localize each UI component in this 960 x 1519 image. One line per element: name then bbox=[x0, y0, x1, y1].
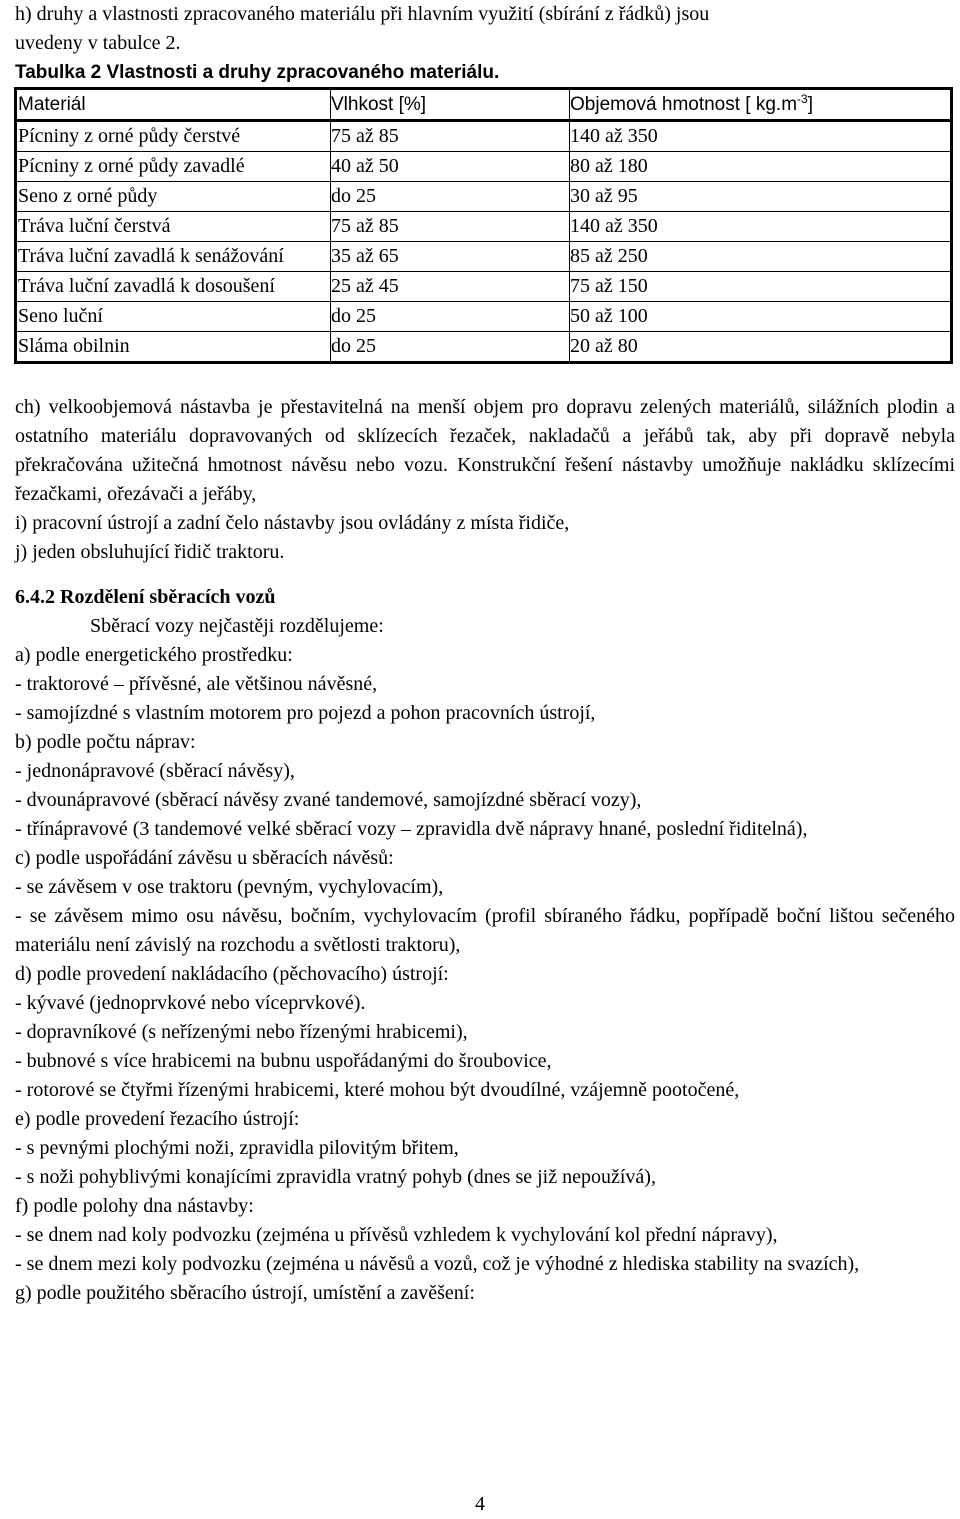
cell-moisture: 25 až 45 bbox=[331, 272, 570, 302]
table-row bbox=[16, 152, 952, 182]
list-item: f) podle polohy dna nástavby: bbox=[15, 1195, 254, 1217]
cell-bulk-density: 50 až 100 bbox=[570, 302, 952, 332]
list-item: - samojízdné s vlastním motorem pro pojezd a pohon pracovních ústrojí, bbox=[15, 702, 596, 724]
page-number: 4 bbox=[475, 1493, 485, 1515]
cell-material: Tráva luční zavadlá k senážování bbox=[16, 242, 331, 272]
list-item: - třínápravové (3 tandemové velké sběrací vozy – zpravidla dvě nápravy hnané, poslední řiditelná), bbox=[15, 818, 808, 840]
cell-moisture: do 25 bbox=[331, 302, 570, 332]
paragraph-j: j) jeden obsluhující řidič traktoru. bbox=[15, 541, 285, 563]
cell-material: Sláma obilnin bbox=[16, 332, 331, 363]
header-moisture: Vlhkost [%] bbox=[331, 89, 570, 121]
table-row bbox=[16, 272, 952, 302]
section-intro: Sběrací vozy nejčastěji rozdělujeme: bbox=[90, 615, 384, 637]
header-bulk-density-text: Objemová hmotnost [ kg.m bbox=[570, 94, 798, 115]
cell-material: Seno luční bbox=[16, 302, 331, 332]
table-caption: Tabulka 2 Vlastnosti a druhy zpracovaného materiálu. bbox=[15, 62, 500, 83]
paragraph-ch: ch) velkoobjemová nástavba je přestavitelná na menší objem pro dopravu zelených materiálů, silážních plodin a ostatního materiálu dopravovaných od sklízecích řezaček, nakladačů a jeřábů tak, aby při dopravě nebyla překračována užitečná hmotnost návěsu nebo vozu. Konstrukční řešení nástavby umožňuje nakládku sklízecími řezačkami, ořezávači a jeřáby, bbox=[15, 396, 955, 505]
cell-moisture: do 25 bbox=[331, 182, 570, 212]
header-bulk-density bbox=[570, 89, 952, 121]
table-header-row bbox=[16, 89, 952, 121]
cell-bulk-density: 30 až 95 bbox=[570, 182, 952, 212]
paragraph-i: i) pracovní ústrojí a zadní čelo nástavby jsou ovládány z místa řidiče, bbox=[15, 512, 570, 534]
classification-list bbox=[15, 641, 955, 1308]
section-heading: 6.4.2 Rozdělení sběracích vozů bbox=[15, 586, 276, 608]
list-item: - jednonápravové (sběrací návěsy), bbox=[15, 760, 295, 782]
cell-moisture: 40 až 50 bbox=[331, 152, 570, 182]
table-row bbox=[16, 121, 952, 152]
list-item: a) podle energetického prostředku: bbox=[15, 644, 293, 666]
list-item: g) podle použitého sběracího ústrojí, umístění a zavěšení: bbox=[15, 1282, 475, 1304]
cell-material: Tráva luční zavadlá k dosoušení bbox=[16, 272, 331, 302]
list-item: - traktorové – přívěsné, ale většinou návěsné, bbox=[15, 673, 378, 695]
cell-bulk-density: 85 až 250 bbox=[570, 242, 952, 272]
cell-bulk-density: 140 až 350 bbox=[570, 121, 952, 152]
cell-moisture: 35 až 65 bbox=[331, 242, 570, 272]
intro-line-1: h) druhy a vlastnosti zpracovaného materiálu při hlavním využití (sbírání z řádků) jsou bbox=[15, 3, 710, 25]
cell-material: Pícniny z orné půdy čerstvé bbox=[16, 121, 331, 152]
list-item: - dopravníkové (s neřízenými nebo řízenými hrabicemi), bbox=[15, 1021, 468, 1043]
list-item: - se závěsem mimo osu návěsu, bočním, vychylovacím (profil sbíraného řádku, popřípadě boční lištou sečeného materiálu není závislý na rozchodu a světlosti traktoru), bbox=[15, 905, 955, 956]
header-material: Materiál bbox=[16, 89, 331, 121]
cell-material: Pícniny z orné půdy zavadlé bbox=[16, 152, 331, 182]
properties-table bbox=[14, 87, 953, 364]
list-item: - se závěsem v ose traktoru (pevným, vychylovacím), bbox=[15, 876, 444, 898]
list-item: - kývavé (jednoprvkové nebo víceprvkové). bbox=[15, 992, 366, 1014]
table-row bbox=[16, 212, 952, 242]
cell-moisture: 75 až 85 bbox=[331, 212, 570, 242]
cell-moisture: 75 až 85 bbox=[331, 121, 570, 152]
header-bracket: ] bbox=[807, 94, 813, 115]
cell-bulk-density: 140 až 350 bbox=[570, 212, 952, 242]
list-item: - se dnem mezi koly podvozku (zejména u návěsů a vozů, což je výhodné z hlediska stability na svazích), bbox=[15, 1253, 860, 1275]
table-row bbox=[16, 332, 952, 363]
header-exponent: -3 bbox=[797, 92, 808, 106]
table-row bbox=[16, 302, 952, 332]
list-item: c) podle uspořádání závěsu u sběracích návěsů: bbox=[15, 847, 394, 869]
list-item: b) podle počtu náprav: bbox=[15, 731, 196, 753]
cell-material: Seno z orné půdy bbox=[16, 182, 331, 212]
list-item: e) podle provedení řezacího ústrojí: bbox=[15, 1108, 300, 1130]
cell-bulk-density: 75 až 150 bbox=[570, 272, 952, 302]
list-item: - se dnem nad koly podvozku (zejména u přívěsů vzhledem k vychylování kol přední nápravy), bbox=[15, 1224, 778, 1246]
cell-moisture: do 25 bbox=[331, 332, 570, 363]
intro-line-2: uvedeny v tabulce 2. bbox=[15, 32, 181, 54]
list-item: - bubnové s více hrabicemi na bubnu uspořádanými do šroubovice, bbox=[15, 1050, 552, 1072]
list-item: - dvounápravové (sběrací návěsy zvané tandemové, samojízdné sběrací vozy), bbox=[15, 789, 642, 811]
list-item: - s pevnými plochými noži, zpravidla pilovitým břitem, bbox=[15, 1137, 459, 1159]
document-page bbox=[15, 0, 955, 1308]
cell-bulk-density: 80 až 180 bbox=[570, 152, 952, 182]
list-item: - rotorové se čtyřmi řízenými hrabicemi, které mohou být dvoudílné, vzájemně pootočené, bbox=[15, 1079, 740, 1101]
table-body bbox=[16, 121, 952, 363]
table-row bbox=[16, 242, 952, 272]
cell-bulk-density: 20 až 80 bbox=[570, 332, 952, 363]
table-row bbox=[16, 182, 952, 212]
cell-material: Tráva luční čerstvá bbox=[16, 212, 331, 242]
list-item: d) podle provedení nakládacího (pěchovacího) ústrojí: bbox=[15, 963, 449, 985]
list-item: - s noži pohyblivými konajícími zpravidla vratný pohyb (dnes se již nepoužívá), bbox=[15, 1166, 656, 1188]
